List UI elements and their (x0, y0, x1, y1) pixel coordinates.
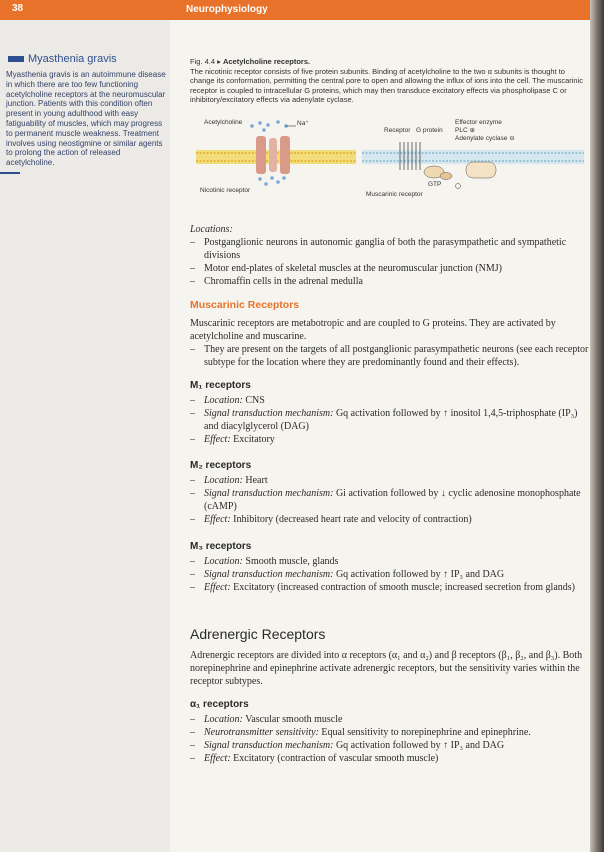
sidebar-title: Myasthenia gravis (28, 53, 117, 65)
figure-caption-text: The nicotinic receptor consists of five protein subunits. Binding of acetylcholine to the two α subunits is thought to change its conformation, permitting the central pore to open and allowing the influx of ions into the cell. The muscarinic receptor is coupled to intracellular G proteins, which may then transduce excitatory effects via phospholipase C or inhibitory/excitatory effects via adenylate cyclase. (190, 66, 583, 105)
muscarinic-receptor-label: Muscarinic receptor (366, 191, 423, 198)
receptor-label: Receptor (384, 127, 411, 134)
running-head: Neurophysiology (186, 4, 268, 15)
book-spine-shadow (590, 0, 604, 852)
figure-caption (190, 57, 590, 105)
acetylcholine-receptor-diagram (190, 116, 590, 202)
effector-enzyme (466, 162, 496, 178)
header-bar (0, 0, 604, 20)
figure-title: Acetylcholine receptors. (222, 57, 311, 66)
list-item: – Chromaffin cells in the adrenal medulla (190, 276, 363, 287)
g-protein-label: G protein (416, 127, 443, 134)
m1-section: – Location: CNS – Signal transduction mechanism: Gq activation followed by ↑ inositol 1,4,5-triphosphate (IP₃) and diacylglycerol (DAG) – Effect: Excitatory (190, 395, 578, 445)
locations-section (190, 223, 590, 288)
acetylcholine-label: Acetylcholine (204, 119, 243, 126)
a1-heading: α₁ receptors (190, 699, 249, 710)
muscarinic-intro: Muscarinic receptors are metabotropic and are coupled to G proteins. They are activated by acetylcholine and muscarine. (190, 318, 556, 342)
sidebar-marker (8, 56, 24, 62)
sidebar-rule (0, 172, 20, 174)
nicotinic-receptor-label: Nicotinic receptor (200, 187, 251, 194)
muscarinic-section (190, 317, 590, 369)
gtp-label: GTP (428, 181, 442, 188)
m2-section: – Location: Heart – Signal transduction mechanism: Gi activation followed by ↓ cyclic adenosine monophosphate (cAMP) – Effect: Inhibitory (decreased heart rate and velocity of contraction) (190, 475, 581, 525)
list-item: – Motor end-plates of skeletal muscles at the neuromuscular junction (NMJ) (190, 263, 502, 274)
list-item: – They are present on the targets of all postganglionic parasympathetic neurons (see each receptor subtype for the location where they are predominantly found and their effects). (190, 344, 589, 368)
muscarinic-heading: Muscarinic Receptors (190, 299, 300, 311)
page-number: 38 (12, 3, 24, 14)
m2-heading: M₂ receptors (190, 460, 252, 471)
figure-label: Fig. 4.4 ▸ (190, 57, 221, 66)
adrenergic-intro: Adrenergic receptors are divided into α receptors (α₁ and α₂) and β receptors (β₁, β₂, and β₃). Both norepinephrine and epinephrine activate adrenergic receptors, but the sensitivity varies within the receptor subtypes. (190, 650, 583, 687)
m1-heading: M₁ receptors (190, 380, 251, 391)
m3-heading: M₃ receptors (190, 541, 252, 552)
sodium-label: Na⁺ (297, 120, 309, 127)
adrenergic-heading: Adrenergic Receptors (190, 626, 326, 642)
nicotinic-receptor-subunit (256, 136, 266, 174)
list-item: – Postganglionic neurons in autonomic ganglia of both the parasympathetic and sympathetic divisions (190, 237, 567, 261)
plc-label: PLC ⊕ (455, 127, 475, 134)
m3-section: – Location: Smooth muscle, glands – Signal transduction mechanism: Gq activation followed by ↑ IP₃ and DAG – Effect: Excitatory (increased contraction of smooth muscle; increased secretion from glands) (190, 556, 575, 593)
sidebar-text: Myasthenia gravis is an autoimmune disease in which there are too few functioning acetylcholine receptors at the neuromuscular junction. Patients with this condition often present in young adulthood with easy fatiguability of muscles, which may progress to permanent muscle weakness. Treatment involves using neostigmine or similar agents to prolong the action of released acetylcholine. (6, 70, 166, 168)
a1-section: – Location: Vascular smooth muscle – Neurotransmitter sensitivity: Equal sensitivity to norepinephrine and epinephrine. – Signal transduction mechanism: Gq activation followed by ↑ IP₃ and DAG – Effect: Excitatory (contraction of vascular smooth muscle) (190, 714, 531, 764)
locations-heading: Locations: (190, 224, 233, 235)
effector-label: Effector enzyme (455, 119, 502, 126)
adenylate-label: Adenylate cyclase ⊖ (455, 135, 515, 142)
